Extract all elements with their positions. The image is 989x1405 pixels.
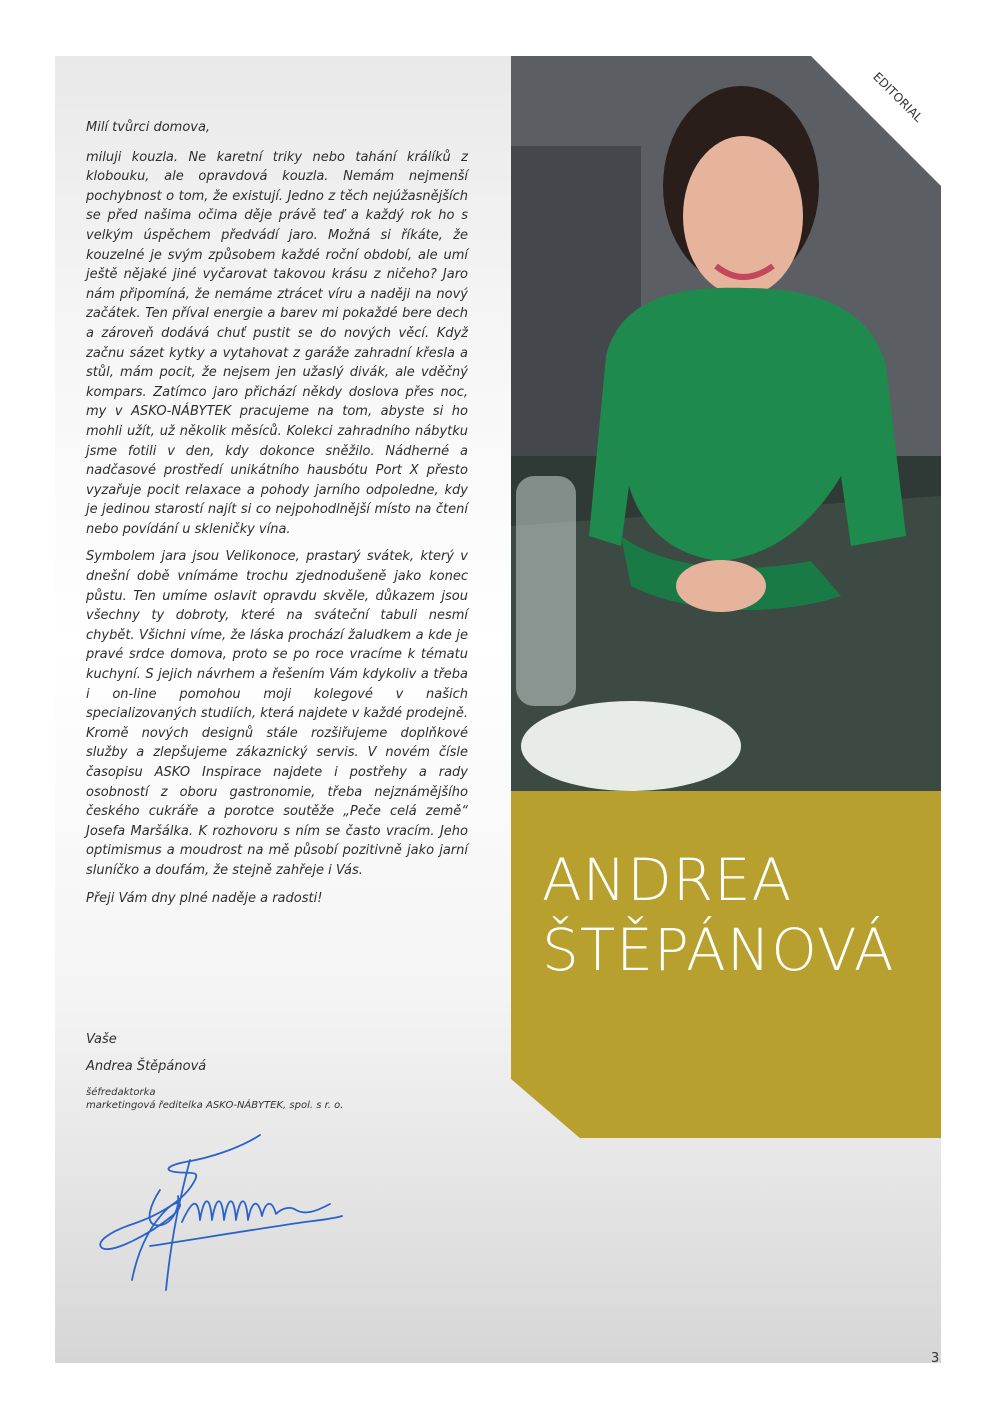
author-roles [86, 1086, 343, 1112]
letter-paragraph-2: Symbolem jara jsou Velikonoce, prastarý svátek, který v dnešní době vnímáme trochu zjednodušeně jako konec půstu. Ten umíme oslavit opravdu skvěle, důkazem jsou všechny ty dobroty, které na sváteční tabuli nesmí chybět. Všichni víme, že láska prochází žaludkem a kde je pravé srdce domova, proto se po roce vracíme k tématu kuchyní. S jejich návrhem a řešením Vám kdykoliv a třeba i on-line pomohou moji kolegové v našich specializovaných studiích, která najdete v každé prodejně. Kromě nových designů stále rozšiřujeme doplňkové služby a zlepšujeme zákaznický servis. V novém čísle časopisu ASKO Inspirace najdete i postřehy a rady osobností z oboru gastronomie, třeba nejznámějšího českého cukráře a porotce soutěže „Peče celá země“ Josefa Maršálka. K rozhovoru s ním se často vracím. Jeho optimismus a moudrost na mě působí pozitivně jako jarní sluníčko a doufám, že stejně zahřeje i Vás. [86, 549, 468, 878]
author-role-1: šéfredaktorka [86, 1087, 156, 1098]
letter-paragraph-1: miluji kouzla. Ne karetní triky nebo tahání králíků z klobouku, ale opravdová kouzla. Nemám nejmenší pochybnost o tom, že existují. Jedno z těch nejúžasnějších se před našima očima děje právě teď a každý rok ho s velkým úspěchem předvádí jaro. Možná si říkáte, že kouzelné je svým způsobem každé roční období, ale umí ještě nějaké jiné vyčarovat takovou krásu z ničeho? Jaro nám připomíná, že nemáme ztrácet víru a naději na nový začátek. Ten příval energie a barev mi pokaždé bere dech a zároveň dodává chuť pustit se do nových věcí. Když začnu sázet kytky a vytahovat z garáže zahradní křesla a stůl, mám pocit, že nejsem jen užaslý divák, ale vděčný kompars. Zatímco jaro přichází někdy doslova přes noc, my v ASKO-NÁBYTEK pracujeme na tom, abyste si ho mohli užít, už několik měsíců. Kolekci zahradního nábytku jsme fotili v den, kdy dokonce sněžilo. Nádherné a nadčasové prostředí unikátního hausbótu Port X přesto vyzařuje pocit relaxace a pohody jarního odpoledne, kdy je jedinou starostí najít si co nejpohodlnější místo na čtení nebo povídání u skleničky vína. [86, 149, 468, 537]
author-role-2: marketingová ředitelka ASKO-NÁBYTEK, spol. s r. o. [86, 1100, 344, 1111]
letter-closing-wish: Přeji Vám dny plné naděje a radosti! [86, 890, 323, 906]
name-line-2: ŠTĚPÁNOVÁ [542, 916, 895, 984]
name-line-1: ANDREA [542, 846, 793, 914]
letter-greeting: Milí tvůrci domova, [86, 120, 211, 135]
editorial-label: EDITORIAL [870, 69, 926, 125]
signoff-block [86, 1030, 206, 1084]
editorial-corner-tab [811, 56, 941, 186]
editorial-letter [86, 118, 468, 916]
author-name: Andrea Štěpánová [86, 1059, 207, 1074]
name-block-text [542, 845, 895, 985]
page-number: 3 [931, 1351, 940, 1366]
handwritten-signature [90, 1130, 360, 1300]
signoff-text: Vaše [86, 1032, 117, 1047]
